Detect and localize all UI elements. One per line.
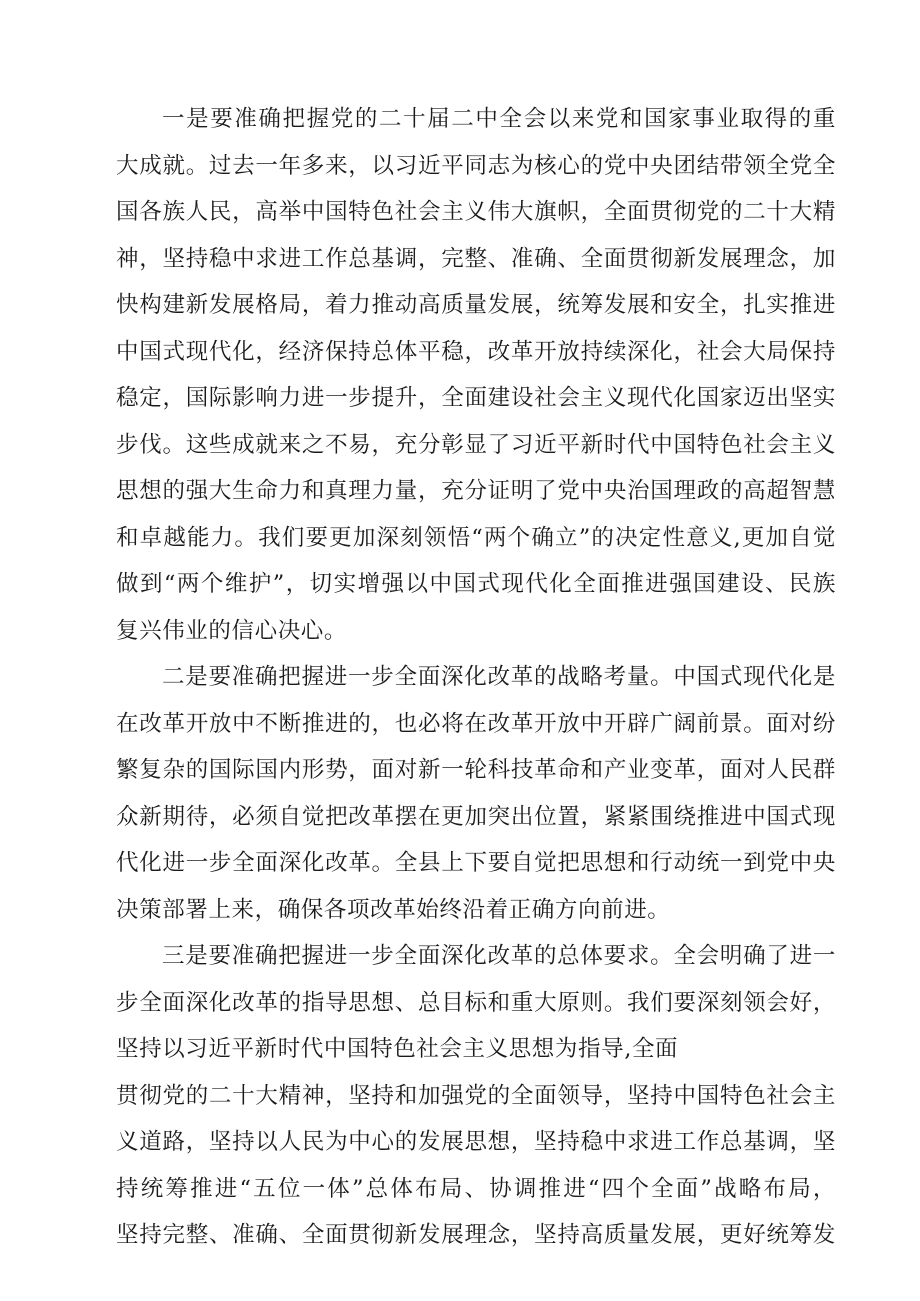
paragraph-1-line-9: 思想的强大生命力和真理力量，充分证明了党中央治国理政的高超智慧: [116, 478, 836, 504]
paragraph-3-line-1: 三是要准确把握进一步全面深化改革的总体要求。全会明确了进一: [162, 943, 836, 969]
paragraph-3-line-2: 步全面深化改革的指导思想、总目标和重大原则。我们要深刻领会好，: [116, 989, 836, 1016]
paragraph-2-line-1: 二是要准确把握进一步全面深化改革的战略考量。中国式现代化是: [162, 664, 836, 690]
paragraph-1-line-3: 国各族人民，高举中国特色社会主义伟大旗帜，全面贯彻党的二十大精: [116, 199, 836, 225]
paragraph-1-line-5: 快构建新发展格局，着力推动高质量发展，统筹发展和安全，扎实推进: [116, 292, 836, 318]
paragraph-1-line-2: 大成就。过去一年多来，以习近平同志为核心的党中央团结带领全党全: [116, 152, 836, 179]
paragraph-3-line-3: 坚持以习近平新时代中国特色社会主义思想为指导,全面: [116, 1036, 679, 1062]
paragraph-1-line-10: 和卓越能力。我们要更加深刻领悟“两个确立”的决定性意义,更加自觉: [116, 524, 836, 551]
paragraph-1-line-11: 做到“两个维护”，切实增强以中国式现代化全面推进强国建设、民族: [116, 571, 836, 597]
document-body: [116, 96, 836, 1259]
paragraph-1-line-6: 中国式现代化，经济保持总体平稳，改革开放持续深化，社会大局保持: [116, 338, 836, 365]
paragraph-1-line-1: 一是要准确把握党的二十届二中全会以来党和国家事业取得的重: [162, 106, 836, 132]
paragraph-1-line-7: 稳定，国际影响力进一步提升，全面建设社会主义现代化国家迈出坚实: [116, 385, 836, 411]
paragraph-1-line-4: 神，坚持稳中求进工作总基调，完整、准确、全面贯彻新发展理念，加: [116, 245, 836, 272]
paragraph-2-line-6: 决策部署上来，确保各项改革始终沿着正确方向前进。: [116, 896, 671, 923]
paragraph-1-line-12: 复兴伟业的信心决心。: [116, 617, 348, 644]
paragraph-2-line-5: 代化进一步全面深化改革。全县上下要自觉把思想和行动统一到党中央: [116, 850, 836, 876]
paragraph-3-line-5: 义道路，坚持以人民为中心的发展思想，坚持稳中求进工作总基调，坚: [116, 1129, 836, 1155]
paragraph-2-line-4: 众新期待，必须自觉把改革摆在更加突出位置，紧紧围绕推进中国式现: [116, 803, 836, 830]
paragraph-3-line-4: 贯彻党的二十大精神，坚持和加强党的全面领导，坚持中国特色社会主: [116, 1082, 836, 1109]
paragraph-1-line-8: 步伐。这些成就来之不易，充分彰显了习近平新时代中国特色社会主义: [116, 431, 836, 458]
paragraph-3-line-6: 持统筹推进“五位一体”总体布局、协调推进“四个全面”战略布局，: [116, 1175, 836, 1202]
paragraph-3-line-7: 坚持完整、准确、全面贯彻新发展理念，坚持高质量发展，更好统筹发: [116, 1222, 836, 1248]
paragraph-2-line-3: 繁复杂的国际国内形势，面对新一轮科技革命和产业变革，面对人民群: [116, 757, 836, 783]
paragraph-2-line-2: 在改革开放中不断推进的，也必将在改革开放中开辟广阔前景。面对纷: [116, 710, 836, 737]
